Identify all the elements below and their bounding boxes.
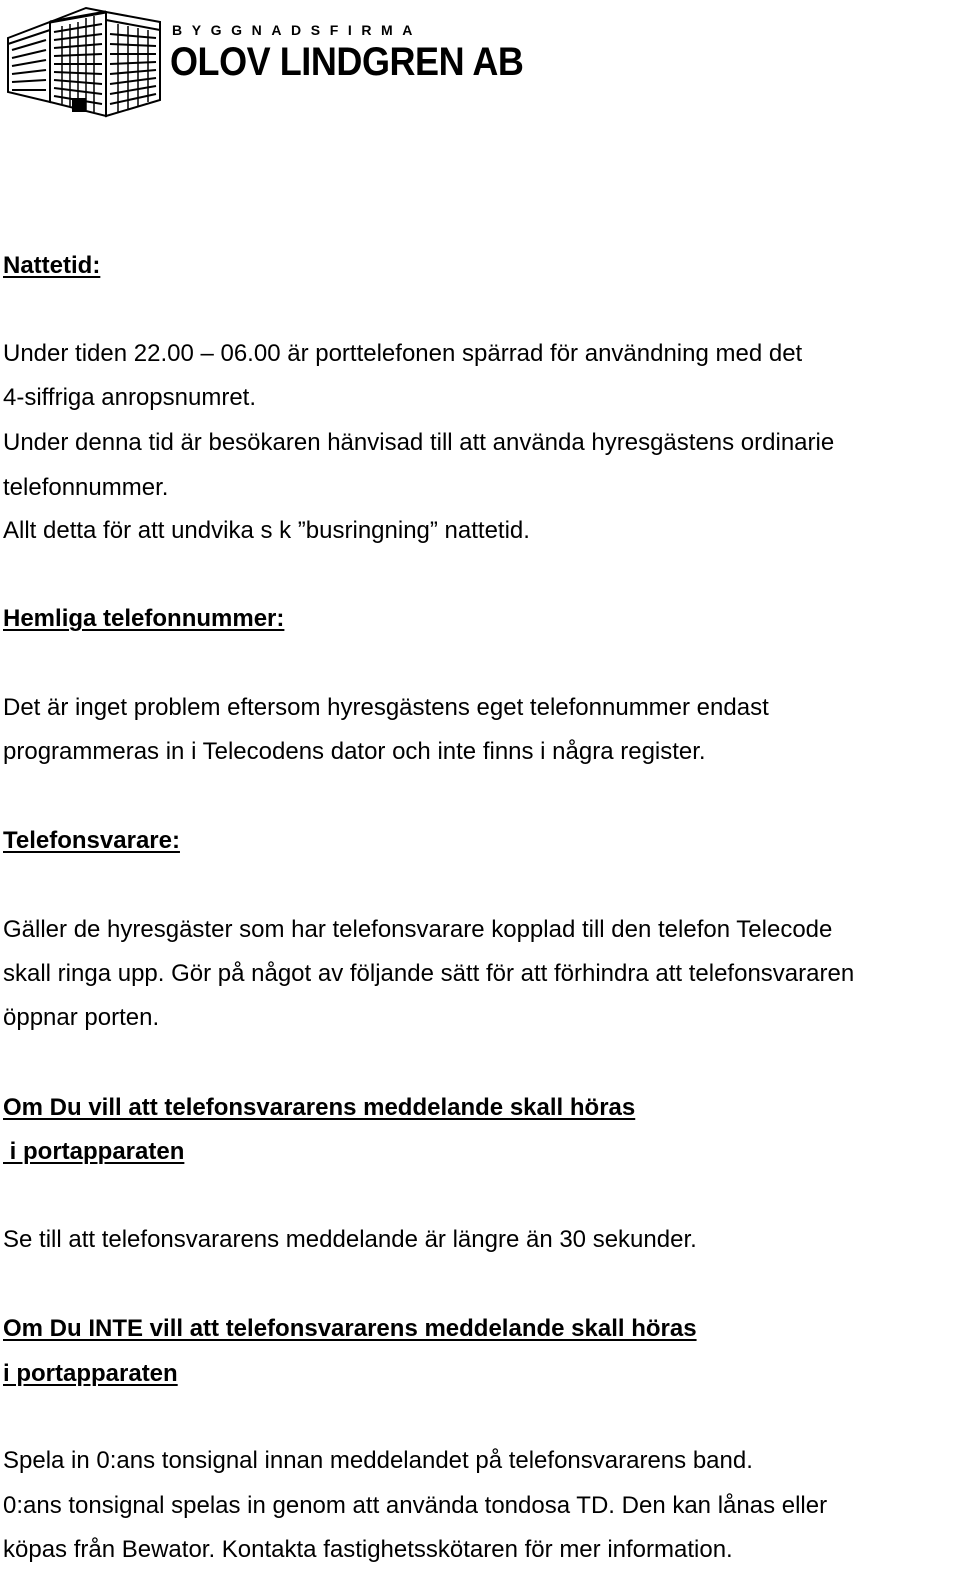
body-line: öppnar porten.: [3, 1004, 160, 1031]
body-line: programmeras in i Telecodens dator och inte finns i några register.: [3, 738, 706, 765]
heading-om-du-inte-vill-cont: i portapparaten: [3, 1360, 178, 1387]
heading-om-du-vill: Om Du vill att telefonsvararens meddelande skall höras: [3, 1094, 636, 1121]
body-line: skall ringa upp. Gör på något av följande sätt för att förhindra att telefonsvararen: [3, 960, 855, 987]
body-line: 4-siffriga anropsnumret.: [3, 384, 257, 411]
company-name: OLOV LINDGREN AB: [170, 40, 524, 84]
body-line: Allt detta för att undvika s k ”busringning” nattetid.: [3, 517, 530, 544]
heading-om-du-vill-cont: i portapparaten: [3, 1138, 185, 1165]
body-line: Det är inget problem eftersom hyresgästens eget telefonnummer endast: [3, 694, 769, 721]
heading-telefonsvarare: Telefonsvarare:: [3, 827, 180, 854]
body-line: Se till att telefonsvararens meddelande är längre än 30 sekunder.: [3, 1226, 697, 1253]
building-logo-icon: [6, 4, 162, 120]
body-line: Spela in 0:ans tonsignal innan meddelandet på telefonsvararens band.: [3, 1447, 753, 1474]
body-line: Under denna tid är besökaren hänvisad till att använda hyresgästens ordinarie: [3, 429, 835, 456]
body-line: 0:ans tonsignal spelas in genom att använda tondosa TD. Den kan lånas eller: [3, 1492, 828, 1519]
heading-nattetid: Nattetid:: [3, 252, 101, 279]
body-line: köpas från Bewator. Kontakta fastighetsskötaren för mer information.: [3, 1536, 733, 1563]
heading-hemliga-telefonnummer: Hemliga telefonnummer:: [3, 605, 285, 632]
heading-om-du-inte-vill: Om Du INTE vill att telefonsvararens meddelande skall höras: [3, 1315, 697, 1342]
body-line: Under tiden 22.00 – 06.00 är porttelefonen spärrad för användning med det: [3, 340, 803, 367]
body-line: Gäller de hyresgäster som har telefonsvarare kopplad till den telefon Telecode: [3, 916, 833, 943]
body-line: telefonnummer.: [3, 474, 169, 501]
brand-tagline: BYGGNADSFIRMA: [172, 22, 423, 38]
